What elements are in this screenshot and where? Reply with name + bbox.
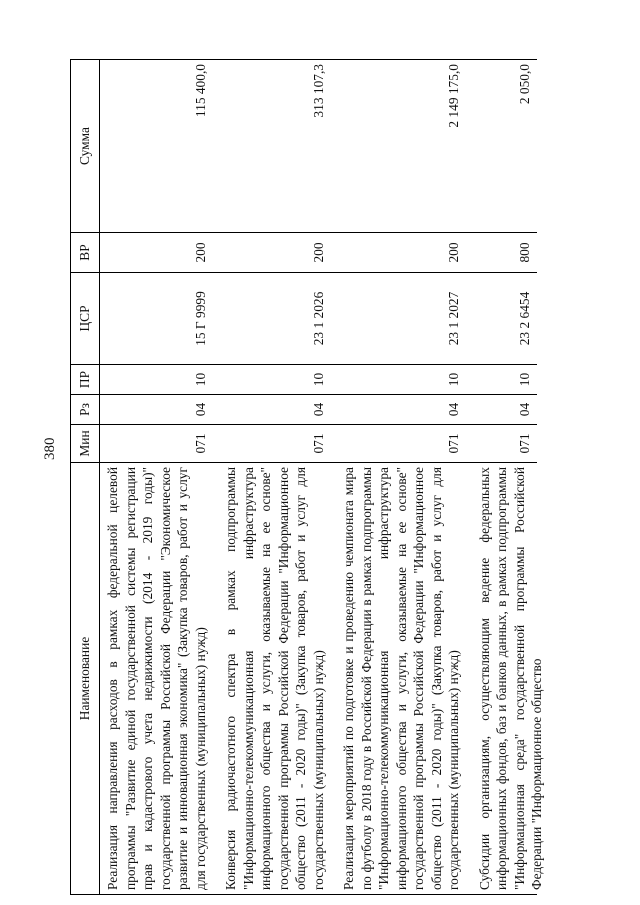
row-vr: 200 [330, 233, 466, 273]
row-sum: 2 149 175,0 [330, 60, 466, 233]
table-row [100, 60, 213, 895]
row-min: 071 [212, 425, 330, 463]
row-csr: 23 1 2026 [212, 273, 330, 365]
row-name: Конверсия радиочастотного спектра в рамках подпрограммы "Информационно-телекоммуникационная инфраструктура информационного общества и услуги, оказываемые на ее основе" государственной программы Российской Федерации "Информационное общество (2011 - 2020 годы)" (Закупка товаров, работ и услуг для государственных (муниципальных) нужд) [212, 463, 330, 895]
table-row [466, 60, 537, 895]
row-name: Субсидии организациям, осуществляющим ведение федеральных информационных фондов, баз и банков данных, в рамках подпрограммы "Информационная среда" государственной программы Российской Федерации "Информационное общество [476, 467, 544, 890]
row-pr: 10 [212, 365, 330, 395]
table-row [330, 60, 466, 895]
budget-table [70, 59, 544, 895]
header-csr: ЦСР [71, 273, 100, 365]
row-pr: 10 [466, 365, 537, 395]
page-number: 380 [42, 437, 58, 460]
row-sum: 313 107,3 [212, 60, 330, 233]
row-pr: 10 [330, 365, 466, 395]
row-sum: 2 050,0 [466, 60, 537, 233]
table-row [212, 60, 330, 895]
row-csr: 23 2 6454 [466, 273, 537, 365]
row-name-cell [466, 463, 544, 895]
header-pr: ПР [71, 365, 100, 395]
row-sum: 115 400,0 [100, 60, 213, 233]
row-min: 071 [466, 425, 537, 463]
row-csr: 23 1 2027 [330, 273, 466, 365]
row-csr: 15 Г 9999 [100, 273, 213, 365]
row-vr: 200 [100, 233, 213, 273]
row-rz: 04 [212, 395, 330, 425]
row-vr: 200 [212, 233, 330, 273]
row-min: 071 [330, 425, 466, 463]
header-name: Наименование [71, 463, 100, 895]
header-sum: Сумма [71, 60, 100, 233]
row-rz: 04 [100, 395, 213, 425]
row-min: 071 [100, 425, 213, 463]
row-name: Реализация направления расходов в рамках федеральной целевой программы "Развитие единой государственной системы регистрации прав и кадастрового учета недвижимости (2014 - 2019 годы)" государственной программы Российской Федерации "Экономическое развитие и инновационная экономика" (Закупка товаров, работ и услуг для государственных (муниципальных) нужд) [100, 463, 213, 895]
row-name: Реализация мероприятий по подготовке и проведению чемпионата мира по футболу в 2018 году в Российской Федерации в рамках подпрограммы "Информационно-телекоммуникационная инфраструктура информационного общества и услуги, оказываемые на ее основе" государственной программы Российской Федерации "Информационное общество (2011 - 2020 годы)" (Закупка товаров, работ и услуг для государственных (муниципальных) нужд) [330, 463, 466, 895]
row-rz: 04 [330, 395, 466, 425]
row-rz: 04 [466, 395, 537, 425]
header-min: Мин [71, 425, 100, 463]
table-header-row [71, 60, 100, 895]
header-rz: Рз [71, 395, 100, 425]
rotated-budget-sheet [70, 60, 592, 895]
header-vr: ВР [71, 233, 100, 273]
row-vr: 800 [466, 233, 537, 273]
row-pr: 10 [100, 365, 213, 395]
